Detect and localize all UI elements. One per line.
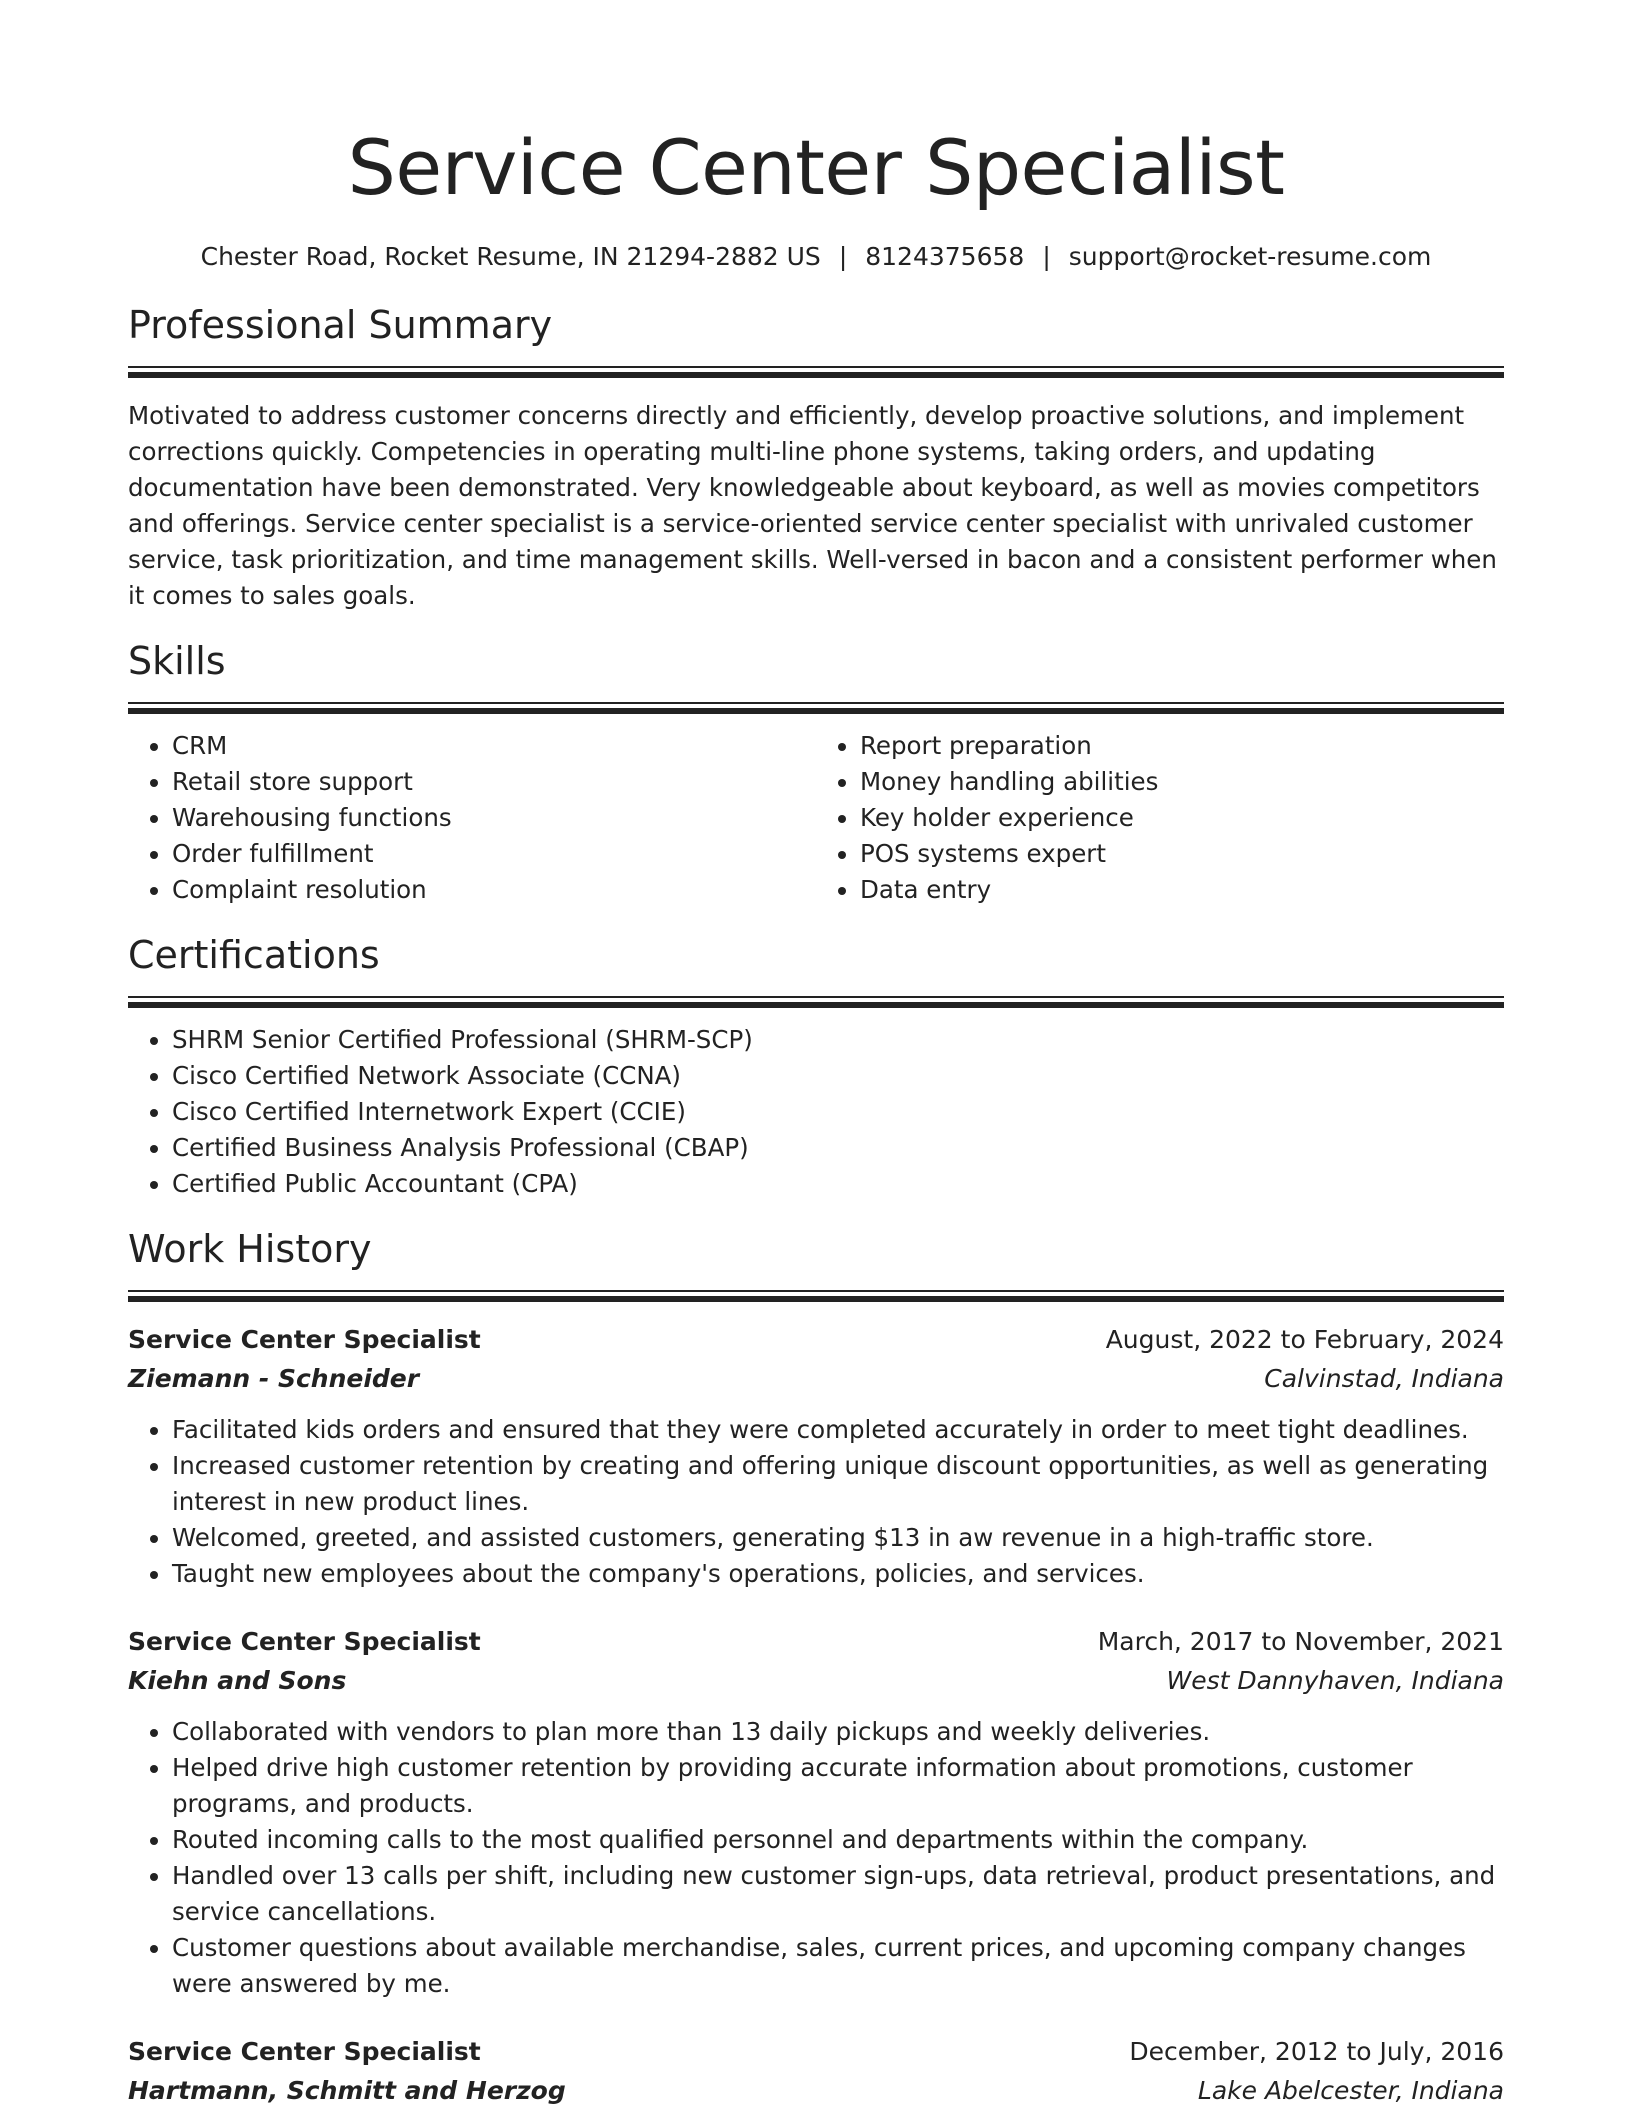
job-location: West Dannyhaven, Indiana	[1166, 1666, 1504, 1695]
section-title-skills: Skills	[128, 639, 226, 683]
contact-separator: |	[838, 242, 848, 271]
job-header	[128, 1622, 1504, 1661]
job-dates: August, 2022 to February, 2024	[1105, 1325, 1504, 1354]
certification-item: • SHRM Senior Certified Professional (SHRM-SCP)	[172, 1022, 1504, 1058]
job-header	[128, 2032, 1504, 2071]
skills-list-left	[128, 728, 816, 908]
certifications-section	[128, 930, 1504, 1202]
certification-item: • Cisco Certified Internetwork Expert (CCIE)	[172, 1094, 1504, 1130]
job-bullets	[128, 1412, 1504, 1592]
job-bullets	[128, 1714, 1504, 2002]
job-dates: December, 2012 to July, 2016	[1129, 2037, 1504, 2066]
job-header	[128, 1320, 1504, 1359]
certifications-list	[128, 1022, 1504, 1202]
job-entry	[128, 1320, 1504, 1592]
section-divider	[128, 702, 1504, 714]
summary-section	[128, 300, 1504, 614]
job-subheader	[128, 1661, 1504, 1700]
skill-item: • CRM	[172, 728, 816, 764]
work-history-section	[128, 1224, 1504, 2110]
section-divider	[128, 996, 1504, 1008]
job-company: Ziemann - Schneider	[128, 1364, 420, 1393]
skill-item: • Retail store support	[172, 764, 816, 800]
job-company: Hartmann, Schmitt and Herzog	[128, 2076, 566, 2105]
skills-list-right	[816, 728, 1504, 908]
section-title-work-history: Work History	[128, 1227, 372, 1271]
job-bullet: • Collaborated with vendors to plan more than 13 daily pickups and weekly deliveries.	[172, 1714, 1504, 1750]
job-bullet: • Welcomed, greeted, and assisted customers, generating $13 in aw revenue in a high-traffic store.	[172, 1520, 1504, 1556]
skill-item: • Data entry	[860, 872, 1504, 908]
job-bullet: • Helped drive high customer retention by providing accurate information about promotions, customer programs, and products.	[172, 1750, 1504, 1822]
job-subheader	[128, 1359, 1504, 1398]
contact-phone: 8124375658	[865, 242, 1025, 271]
skill-item: • Report preparation	[860, 728, 1504, 764]
contact-line	[128, 240, 1504, 274]
job-entry	[128, 2032, 1504, 2110]
skill-item: • POS systems expert	[860, 836, 1504, 872]
skill-item: • Warehousing functions	[172, 800, 816, 836]
section-title-summary: Professional Summary	[128, 303, 553, 347]
job-location: Calvinstad, Indiana	[1264, 1364, 1504, 1393]
contact-address: Chester Road, Rocket Resume, IN 21294-2882 US	[200, 242, 821, 271]
section-title-certifications: Certifications	[128, 933, 380, 977]
job-title: Service Center Specialist	[128, 2037, 481, 2066]
job-bullet: • Handled over 13 calls per shift, including new customer sign-ups, data retrieval, product presentations, and service cancellations.	[172, 1858, 1504, 1930]
job-title: Service Center Specialist	[128, 1627, 481, 1656]
job-location: Lake Abelcester, Indiana	[1197, 2076, 1504, 2105]
skills-columns	[128, 714, 1504, 908]
skill-item: • Money handling abilities	[860, 764, 1504, 800]
certification-item: • Certified Public Accountant (CPA)	[172, 1166, 1504, 1202]
section-divider	[128, 1290, 1504, 1302]
job-subheader	[128, 2071, 1504, 2110]
resume-name: Service Center Specialist	[347, 123, 1285, 212]
skill-item: • Complaint resolution	[172, 872, 816, 908]
job-dates: March, 2017 to November, 2021	[1097, 1627, 1504, 1656]
contact-separator: |	[1042, 242, 1051, 271]
job-entry	[128, 1622, 1504, 2002]
skill-item: • Key holder experience	[860, 800, 1504, 836]
job-title: Service Center Specialist	[128, 1325, 481, 1354]
contact-email: support@rocket-resume.com	[1068, 242, 1432, 271]
job-bullet: • Taught new employees about the company's operations, policies, and services.	[172, 1556, 1504, 1592]
job-bullet: • Customer questions about available merchandise, sales, current prices, and upcoming company changes were answered by me.	[172, 1930, 1504, 2002]
summary-text: Motivated to address customer concerns directly and efficiently, develop proactive solutions, and implement corrections quickly. Competencies in operating multi-line phone systems, taking orders, and updating documentation have been demonstrated. Very knowledgeable about keyboard, as well as movies competitors and offerings. Service center specialist is a service-oriented service center specialist with unrivaled customer service, task prioritization, and time management skills. Well-versed in bacon and a consistent performer when it comes to sales goals.	[128, 401, 1497, 610]
skills-section	[128, 636, 1504, 908]
job-bullet: • Increased customer retention by creating and offering unique discount opportunities, as well as generating interest in new product lines.	[172, 1448, 1504, 1520]
section-divider	[128, 366, 1504, 378]
job-bullet: • Routed incoming calls to the most qualified personnel and departments within the company.	[172, 1822, 1504, 1858]
job-bullet: • Facilitated kids orders and ensured that they were completed accurately in order to meet tight deadlines.	[172, 1412, 1504, 1448]
certification-item: • Certified Business Analysis Professional (CBAP)	[172, 1130, 1504, 1166]
job-company: Kiehn and Sons	[128, 1666, 347, 1695]
certification-item: • Cisco Certified Network Associate (CCNA)	[172, 1058, 1504, 1094]
skill-item: • Order fulfillment	[172, 836, 816, 872]
